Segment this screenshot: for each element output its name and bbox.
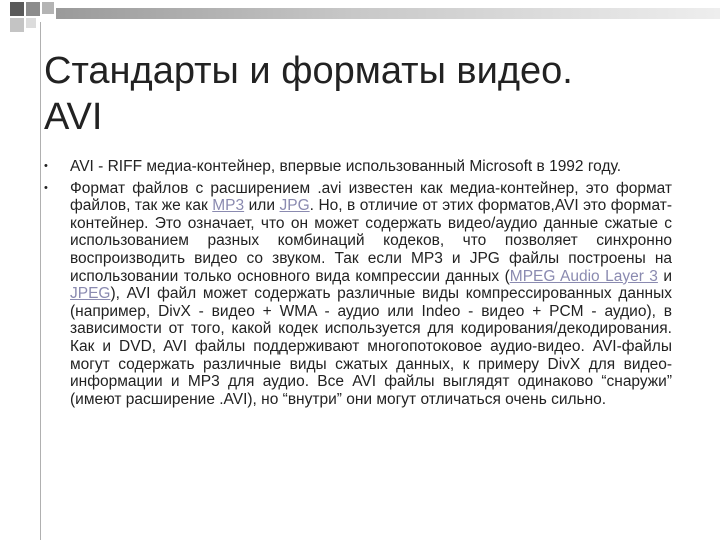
- link-mpeg-audio-layer-3[interactable]: MPEG Audio Layer 3: [509, 267, 658, 285]
- corner-decoration: [0, 0, 60, 44]
- corner-square-mid-2: [42, 2, 54, 14]
- bullet-text-2-part5: ), AVI файл может содержать различные виды компрессированных данных (например, DivX - видео + WMA - аудио или Indeo - видео + PCM - аудио), в зависимости от того, какой кодек используется для кодирования/декодирования. Как и DVD, AVI файлы поддерживают многопотоковое аудио-видео. AVI-файлы могут содержать различные виды сжатых данных, к примеру DivX для видео-информации и MP3 для аудио. Все AVI файлы выглядят одинаково “снаружи” (имеют расширение .AVI), но “внутри” они могут отличаться очень сильно.: [70, 285, 672, 408]
- bullet-text-2-part3: . Но, в отличие от этих форматов,AVI это формат-контейнер. Это означает, что он может содержать видео/аудио данные сжатые с использованием разных комбинаций кодеков, что позволяет синхронно воспроизводить видео со звуком. Так если MP3 и JPG файлы построены на использовании только основного вида компрессии данных (: [70, 197, 672, 285]
- bullet-text-2-part4: и: [657, 267, 672, 285]
- header-gradient-bar: [56, 8, 720, 19]
- corner-square-dark: [10, 2, 24, 16]
- vertical-divider: [40, 22, 41, 540]
- corner-square-light-2: [26, 18, 36, 28]
- bullet-text-2-part1: Формат файлов с расширением .avi известен как медиа-контейнер, это формат файлов, так же как: [70, 179, 672, 215]
- bullet-icon: •: [44, 181, 48, 194]
- corner-square-light: [10, 18, 24, 32]
- link-jpeg[interactable]: JPEG: [70, 285, 111, 303]
- link-mp3[interactable]: MP3: [212, 197, 245, 215]
- link-jpg[interactable]: JPG: [279, 197, 310, 215]
- slide-title-line1: Стандарты и форматы видео.: [44, 50, 573, 92]
- corner-square-mid: [26, 2, 40, 16]
- bullet-icon: •: [44, 160, 48, 172]
- bullet-text-2-part2: или: [244, 197, 280, 215]
- slide-content: [44, 158, 672, 412]
- bullet-item-2: [44, 180, 672, 409]
- slide-title: [44, 48, 684, 140]
- bullet-item-1: [44, 158, 672, 176]
- slide-title-line2: AVI: [44, 96, 103, 138]
- bullet-text-1: AVI - RIFF медиа-контейнер, впервые использованный Microsoft в 1992 году.: [70, 158, 621, 175]
